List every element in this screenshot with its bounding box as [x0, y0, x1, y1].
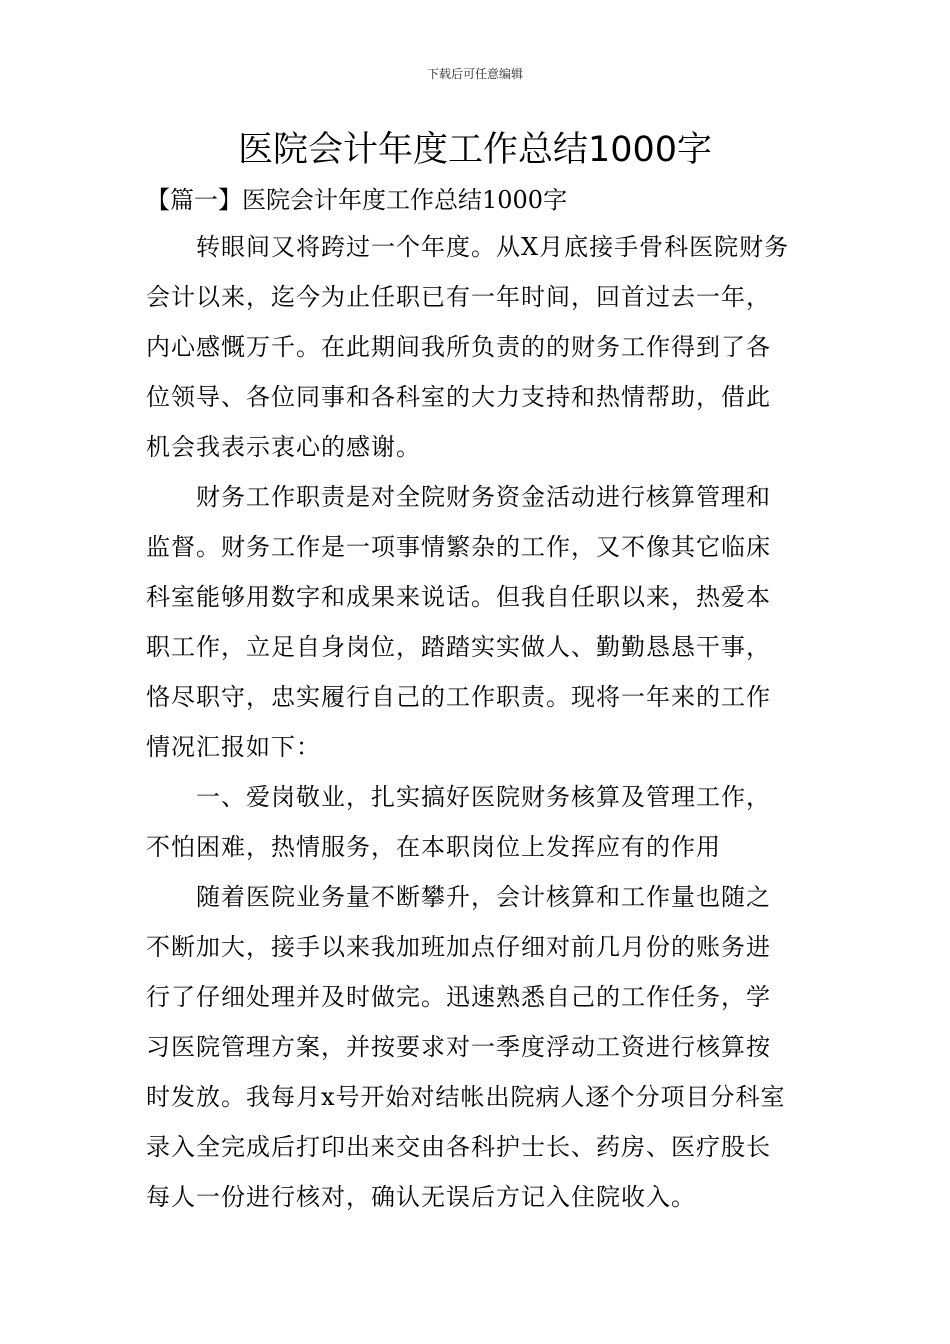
paragraph-line: 监督。财务工作是一项事情繁杂的工作，又不像其它临床 — [146, 533, 771, 561]
paragraph-line: 内心感慨万千。在此期间我所负责的的财务工作得到了各 — [146, 333, 771, 361]
paragraph-line: 会计以来，迄今为止任职已有一年时间，回首过去一年， — [146, 283, 771, 311]
paragraph-1 — [146, 222, 808, 472]
paragraph-line: 一、爱岗敬业，扎实搞好医院财务核算及管理工作， — [146, 783, 771, 811]
paragraph-line: 行了仔细处理并及时做完。迅速熟悉自己的工作任务，学 — [146, 983, 771, 1011]
paragraph-line: 科室能够用数字和成果来说话。但我自任职以来，热爱本 — [146, 583, 771, 611]
document-title: 医院会计年度工作总结1000字 — [237, 130, 713, 170]
section-heading: 【篇一】医院会计年度工作总结1000字 — [146, 186, 568, 214]
paragraph-line: 情况汇报如下： — [146, 733, 321, 761]
paragraph-line: 财务工作职责是对全院财务资金活动进行核算管理和 — [146, 483, 771, 511]
paragraph-line: 随着医院业务量不断攀升，会计核算和工作量也随之 — [146, 883, 771, 911]
header-note: 下载后可任意编辑 — [426, 67, 523, 81]
paragraph-line: 时发放。我每月x号开始对结帐出院病人逐个分项目分科室 — [146, 1083, 786, 1111]
paragraph-line: 不断加大，接手以来我加班加点仔细对前几月份的账务进 — [146, 933, 771, 961]
paragraph-4 — [146, 872, 808, 1222]
paragraph-line: 转眼间又将跨过一个年度。从X月底接手骨科医院财务 — [146, 233, 790, 261]
paragraph-line: 职工作，立足自身岗位，踏踏实实做人、勤勤恳恳干事， — [146, 633, 771, 661]
paragraph-line: 恪尽职守，忠实履行自己的工作职责。现将一年来的工作 — [146, 683, 771, 711]
paragraph-2 — [146, 472, 808, 772]
paragraph-line: 不怕困难，热情服务，在本职岗位上发挥应有的作用 — [146, 833, 721, 861]
paragraph-3 — [146, 772, 808, 872]
paragraph-line: 录入全完成后打印出来交由各科护士长、药房、医疗股长 — [146, 1133, 771, 1161]
paragraph-line: 位领导、各位同事和各科室的大力支持和热情帮助，借此 — [146, 383, 771, 411]
paragraph-line: 机会我表示衷心的感谢。 — [146, 433, 421, 461]
paragraph-line: 每人一份进行核对，确认无误后方记入住院收入。 — [146, 1183, 696, 1211]
paragraph-line: 习医院管理方案，并按要求对一季度浮动工资进行核算按 — [146, 1033, 771, 1061]
